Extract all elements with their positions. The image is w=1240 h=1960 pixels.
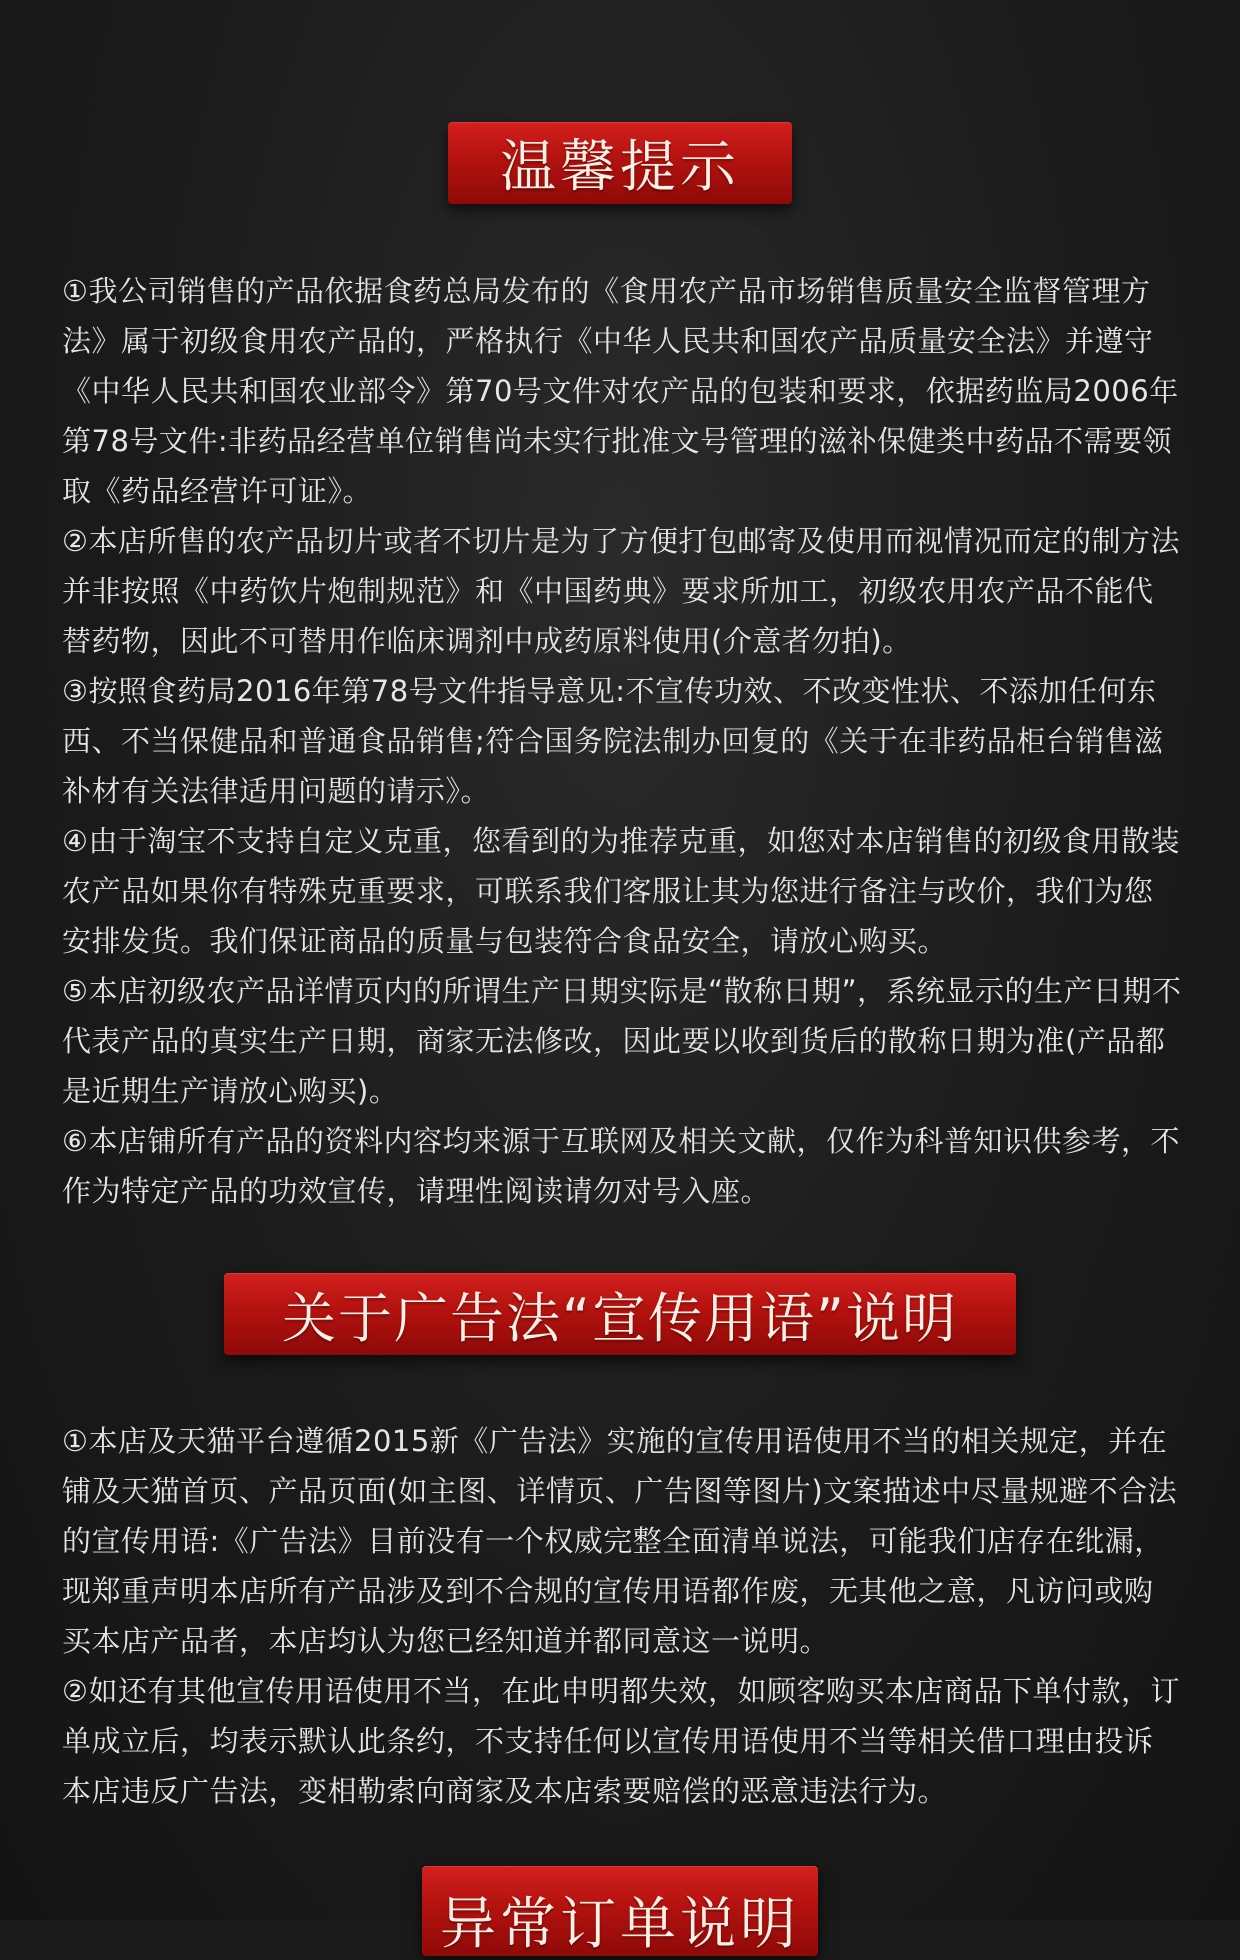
ad-law-content	[62, 1416, 1182, 1816]
warm-tips-content	[62, 266, 1182, 1216]
tip-paragraph-4: ④由于淘宝不支持自定义克重，您看到的为推荐克重，如您对本店销售的初级食用散装农产品如果你有特殊克重要求，可联系我们客服让其为您进行备注与改价，我们为您安排发货。我们保证商品的质量与包装符合食品安全，请放心购买。	[62, 824, 1180, 958]
tip-paragraph-2: ②本店所售的农产品切片或者不切片是为了方便打包邮寄及使用而视情况而定的制方法并非按照《中药饮片炮制规范》和《中国药典》要求所加工，初级农用农产品不能代替药物，因此不可替用作临床调剂中成药原料使用(介意者勿拍)。	[62, 524, 1180, 658]
abnormal-order-title: 异常订单说明	[440, 1892, 800, 1957]
tip-paragraph-5: ⑤本店初级农产品详情页内的所谓生产日期实际是“散称日期”，系统显示的生产日期不代表产品的真实生产日期，商家无法修改，因此要以收到货后的散称日期为准(产品都是近期生产请放心购买)。	[62, 974, 1182, 1108]
ad-law-paragraph-2: ②如还有其他宣传用语使用不当，在此申明都失效，如顾客购买本店商品下单付款，订单成立后，均表示默认此条约，不支持任何以宣传用语使用不当等相关借口理由投诉本店违反广告法，变相勒索向商家及本店索要赔偿的恶意违法行为。	[62, 1674, 1180, 1808]
tip-paragraph-3: ③按照食药局2016年第78号文件指导意见:不宣传功效、不改变性状、不添加任何东西、不当保健品和普通食品销售;符合国务院法制办回复的《关于在非药品柜台销售滋补材有关法律适用问题的请示》。	[62, 674, 1164, 808]
ad-law-title: 关于广告法“宣传用语”说明	[282, 1286, 958, 1350]
tip-paragraph-1: ①我公司销售的产品依据食药总局发布的《食用农产品市场销售质量安全监督管理方法》属于初级食用农产品的，严格执行《中华人民共和国农产品质量安全法》并遵守《中华人民共和国农业部令》第70号文件对农产品的包装和要求，依据药监局2006年第78号文件:非药品经营单位销售尚未实行批准文号管理的滋补保健类中药品不需要领取《药品经营许可证》。	[62, 274, 1179, 508]
tip-paragraph-6: ⑥本店铺所有产品的资料内容均来源于互联网及相关文献，仅作为科普知识供参考，不作为特定产品的功效宣传，请理性阅读请勿对号入座。	[62, 1124, 1180, 1208]
ad-law-banner	[224, 1273, 1016, 1355]
ad-law-paragraph-1: ①本店及天猫平台遵循2015新《广告法》实施的宣传用语使用不当的相关规定，并在铺及天猫首页、产品页面(如主图、详情页、广告图等图片)文案描述中尽量规避不合法的宣传用语:《广告法》目前没有一个权威完整全面清单说法，可能我们店存在纰漏，现郑重声明本店所有产品涉及到不合规的宣传用语都作废，无其他之意，凡访问或购买本店产品者，本店均认为您已经知道并都同意这一说明。	[62, 1424, 1178, 1658]
abnormal-order-banner	[422, 1866, 818, 1956]
warm-tips-title: 温馨提示	[500, 135, 740, 200]
warm-tips-banner	[448, 122, 792, 204]
